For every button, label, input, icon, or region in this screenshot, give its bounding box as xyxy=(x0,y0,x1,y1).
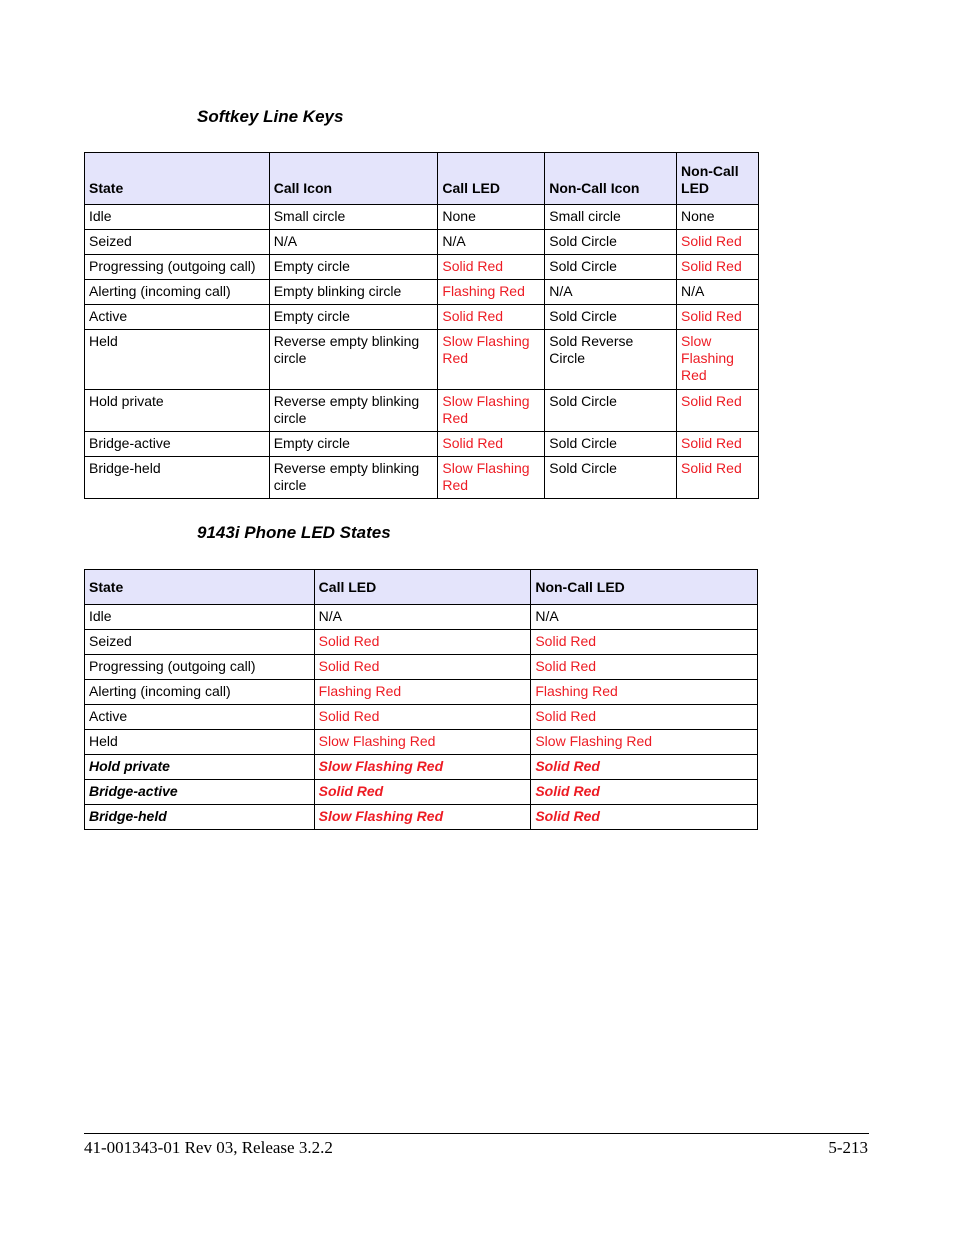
cell-call-led: None xyxy=(438,205,545,230)
table-row xyxy=(85,780,758,805)
cell-state: Held xyxy=(85,330,270,390)
cell-non-call-led: Solid Red xyxy=(531,780,758,805)
cell-call-icon: N/A xyxy=(269,230,438,255)
led-states-table xyxy=(84,569,758,830)
cell-call-led: Solid Red xyxy=(314,705,531,730)
table-row xyxy=(85,730,758,755)
cell-non-call-icon: Sold Circle xyxy=(545,230,677,255)
cell-state: Held xyxy=(85,730,315,755)
table-row xyxy=(85,655,758,680)
cell-non-call-icon: Sold Circle xyxy=(545,305,677,330)
cell-call-led: Solid Red xyxy=(314,780,531,805)
cell-state: Alerting (incoming call) xyxy=(85,680,315,705)
cell-call-led: Slow Flashing Red xyxy=(314,755,531,780)
cell-non-call-led: Solid Red xyxy=(677,390,759,432)
cell-state: Active xyxy=(85,705,315,730)
cell-call-led: Slow Flashing Red xyxy=(314,805,531,830)
cell-state: Bridge-active xyxy=(85,432,270,457)
cell-non-call-led: N/A xyxy=(531,605,758,630)
cell-call-led: Slow Flashing Red xyxy=(438,330,545,390)
footer-divider xyxy=(84,1133,869,1134)
header-non-call-icon: Non-Call Icon xyxy=(545,153,677,205)
cell-non-call-led: Solid Red xyxy=(677,432,759,457)
cell-non-call-led: Solid Red xyxy=(677,457,759,499)
cell-call-led: Slow Flashing Red xyxy=(314,730,531,755)
cell-call-led: Solid Red xyxy=(314,655,531,680)
cell-non-call-led: Solid Red xyxy=(677,230,759,255)
cell-state: Bridge-active xyxy=(85,780,315,805)
cell-state: Seized xyxy=(85,230,270,255)
cell-call-led: Solid Red xyxy=(314,630,531,655)
cell-state: Idle xyxy=(85,205,270,230)
cell-call-led: Flashing Red xyxy=(314,680,531,705)
header-call-led: Call LED xyxy=(314,570,531,605)
table-row xyxy=(85,705,758,730)
cell-non-call-led: Slow Flashing Red xyxy=(531,730,758,755)
cell-call-led: Slow Flashing Red xyxy=(438,390,545,432)
cell-state: Progressing (outgoing call) xyxy=(85,655,315,680)
cell-non-call-icon: Sold Circle xyxy=(545,432,677,457)
table-row xyxy=(85,630,758,655)
cell-state: Bridge-held xyxy=(85,805,315,830)
cell-state: Progressing (outgoing call) xyxy=(85,255,270,280)
header-non-call-led: Non-Call LED xyxy=(677,153,759,205)
cell-state: Alerting (incoming call) xyxy=(85,280,270,305)
cell-call-icon: Empty blinking circle xyxy=(269,280,438,305)
cell-non-call-led: Solid Red xyxy=(531,655,758,680)
cell-call-icon: Empty circle xyxy=(269,255,438,280)
table-row xyxy=(85,605,758,630)
table-row xyxy=(85,390,759,432)
table-row xyxy=(85,680,758,705)
header-call-icon: Call Icon xyxy=(269,153,438,205)
cell-non-call-led: Flashing Red xyxy=(531,680,758,705)
cell-call-icon: Small circle xyxy=(269,205,438,230)
softkey-line-keys-table xyxy=(84,152,759,499)
table-row xyxy=(85,755,758,780)
table-row xyxy=(85,280,759,305)
cell-call-led: Solid Red xyxy=(438,432,545,457)
table-row xyxy=(85,205,759,230)
table-header-row xyxy=(85,153,759,205)
cell-state: Idle xyxy=(85,605,315,630)
cell-call-icon: Reverse empty blinking circle xyxy=(269,330,438,390)
table-row xyxy=(85,255,759,280)
table-row xyxy=(85,305,759,330)
table-row xyxy=(85,330,759,390)
cell-call-icon: Empty circle xyxy=(269,305,438,330)
header-state: State xyxy=(85,153,270,205)
led-states-heading: 9143i Phone LED States xyxy=(197,523,391,542)
header-state: State xyxy=(85,570,315,605)
cell-non-call-led: Solid Red xyxy=(531,630,758,655)
cell-non-call-led: Solid Red xyxy=(531,705,758,730)
cell-non-call-led: Solid Red xyxy=(677,255,759,280)
header-call-led: Call LED xyxy=(438,153,545,205)
cell-non-call-icon: Sold Circle xyxy=(545,390,677,432)
cell-state: Seized xyxy=(85,630,315,655)
cell-call-icon: Empty circle xyxy=(269,432,438,457)
softkey-line-keys-heading: Softkey Line Keys xyxy=(197,107,344,126)
cell-non-call-led: None xyxy=(677,205,759,230)
cell-non-call-led: Solid Red xyxy=(677,305,759,330)
cell-non-call-icon: Sold Reverse Circle xyxy=(545,330,677,390)
cell-state: Active xyxy=(85,305,270,330)
footer-page-number: 5-213 xyxy=(828,1138,868,1157)
cell-non-call-icon: Sold Circle xyxy=(545,255,677,280)
cell-state: Bridge-held xyxy=(85,457,270,499)
cell-non-call-led: Solid Red xyxy=(531,805,758,830)
cell-non-call-led: N/A xyxy=(677,280,759,305)
footer-doc-id: 41-001343-01 Rev 03, Release 3.2.2 xyxy=(84,1138,333,1157)
cell-call-led: Slow Flashing Red xyxy=(438,457,545,499)
table-header-row xyxy=(85,570,758,605)
cell-call-icon: Reverse empty blinking circle xyxy=(269,390,438,432)
table-row xyxy=(85,432,759,457)
cell-non-call-led: Slow Flashing Red xyxy=(677,330,759,390)
table-row xyxy=(85,230,759,255)
table-row xyxy=(85,805,758,830)
cell-call-led: N/A xyxy=(314,605,531,630)
table-row xyxy=(85,457,759,499)
cell-call-led: Solid Red xyxy=(438,255,545,280)
cell-non-call-led: Solid Red xyxy=(531,755,758,780)
cell-state: Hold private xyxy=(85,390,270,432)
cell-non-call-icon: Sold Circle xyxy=(545,457,677,499)
cell-call-led: Solid Red xyxy=(438,305,545,330)
cell-call-icon: Reverse empty blinking circle xyxy=(269,457,438,499)
cell-call-led: N/A xyxy=(438,230,545,255)
header-non-call-led: Non-Call LED xyxy=(531,570,758,605)
cell-non-call-icon: Small circle xyxy=(545,205,677,230)
cell-call-led: Flashing Red xyxy=(438,280,545,305)
cell-state: Hold private xyxy=(85,755,315,780)
cell-non-call-icon: N/A xyxy=(545,280,677,305)
